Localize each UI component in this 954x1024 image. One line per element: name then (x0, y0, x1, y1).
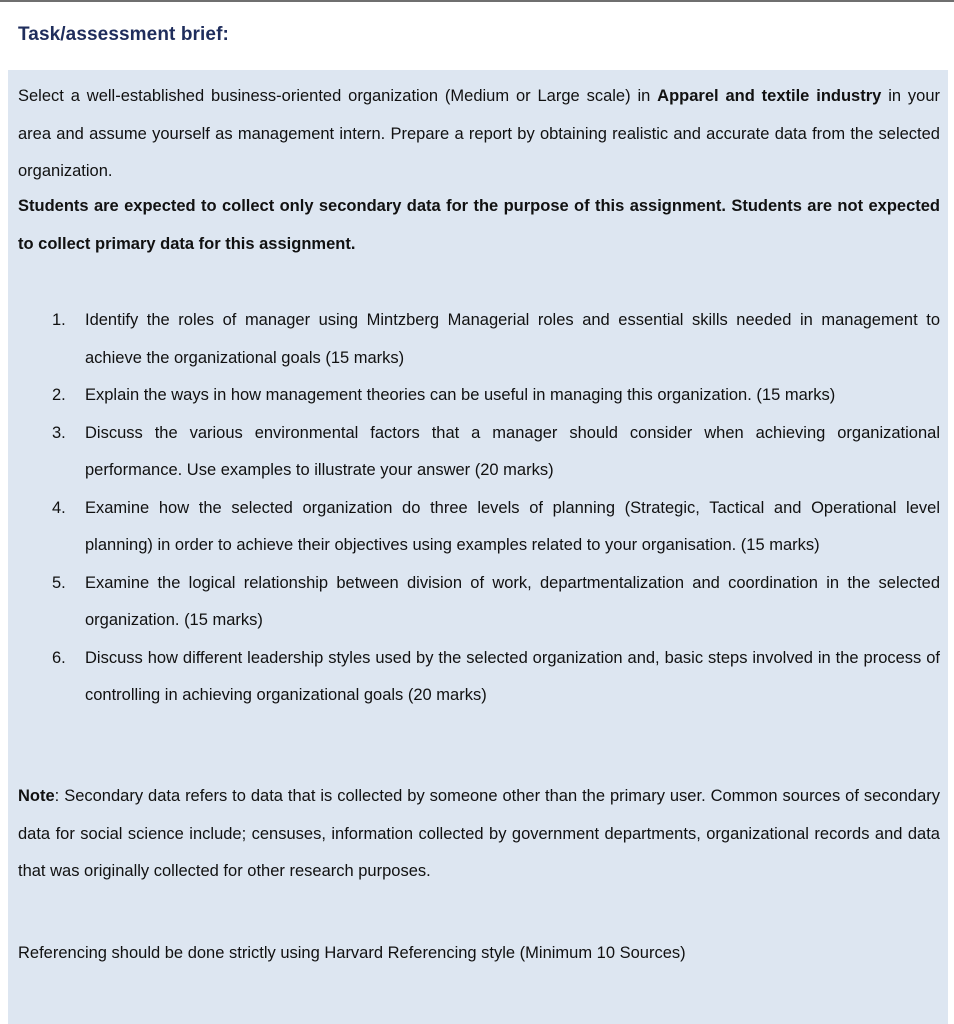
intro-text-start: Select a well-established business-oriented organization (Medium or Large scale) in (18, 87, 658, 105)
task-number: 3. (52, 423, 66, 442)
referencing-instruction: Referencing should be done strictly using Harvard Referencing style (Minimum 10 Sources) (18, 944, 686, 962)
task-text: Discuss how different leadership styles used by the selected organization and, basic steps involved in the process of controlling in achieving organizational goals (20 marks) (85, 648, 940, 704)
task-number: 6. (52, 648, 66, 667)
task-item-3 (18, 415, 940, 490)
task-item-5 (18, 565, 940, 640)
task-text: Explain the ways in how management theories can be useful in managing this organization. (15 marks) (85, 386, 836, 404)
task-list (18, 302, 940, 715)
note-label: Note (18, 787, 55, 805)
industry-highlight: Apparel and textile industry (657, 87, 882, 105)
brief-panel (8, 70, 948, 1024)
task-item-2 (18, 377, 940, 415)
task-item-1 (18, 302, 940, 377)
task-text: Discuss the various environmental factors that a manager should consider when achieving organizational performance. Use examples to illustrate your answer (20 marks) (85, 423, 940, 479)
page-title: Task/assessment brief: (18, 24, 229, 45)
task-number: 4. (52, 498, 66, 517)
task-text: Examine the logical relationship between division of work, departmentalization and coordination in the selected organization. (15 marks) (85, 573, 940, 629)
task-number: 5. (52, 573, 66, 592)
task-text: Examine how the selected organization do three levels of planning (Strategic, Tactical and Operational level planning) in order to achieve their objectives using examples related to your organisation. (15 marks) (85, 498, 940, 554)
intro-text-end: in your area and assume yourself as management intern. Prepare a report by obtaining realistic and accurate data from the selected organization. (18, 87, 941, 180)
secondary-data-notice: Students are expected to collect only secondary data for the purpose of this assignment. Students are not expected to collect primary data for this assignment. (18, 197, 940, 253)
note-text: : Secondary data refers to data that is collected by someone other than the primary user. Common sources of secondary data for social science include; censuses, information collected by government departments, organizational records and data that was originally collected for other research purposes. (18, 787, 940, 880)
intro-paragraph (18, 78, 940, 191)
task-text: Identify the roles of manager using Mintzberg Managerial roles and essential skills needed in management to achieve the organizational goals (15 marks) (85, 311, 940, 367)
task-number: 2. (52, 386, 66, 404)
note-paragraph (18, 778, 940, 891)
task-number: 1. (52, 311, 66, 329)
top-divider (0, 0, 954, 2)
task-item-4 (18, 490, 940, 565)
task-item-6 (18, 640, 940, 715)
